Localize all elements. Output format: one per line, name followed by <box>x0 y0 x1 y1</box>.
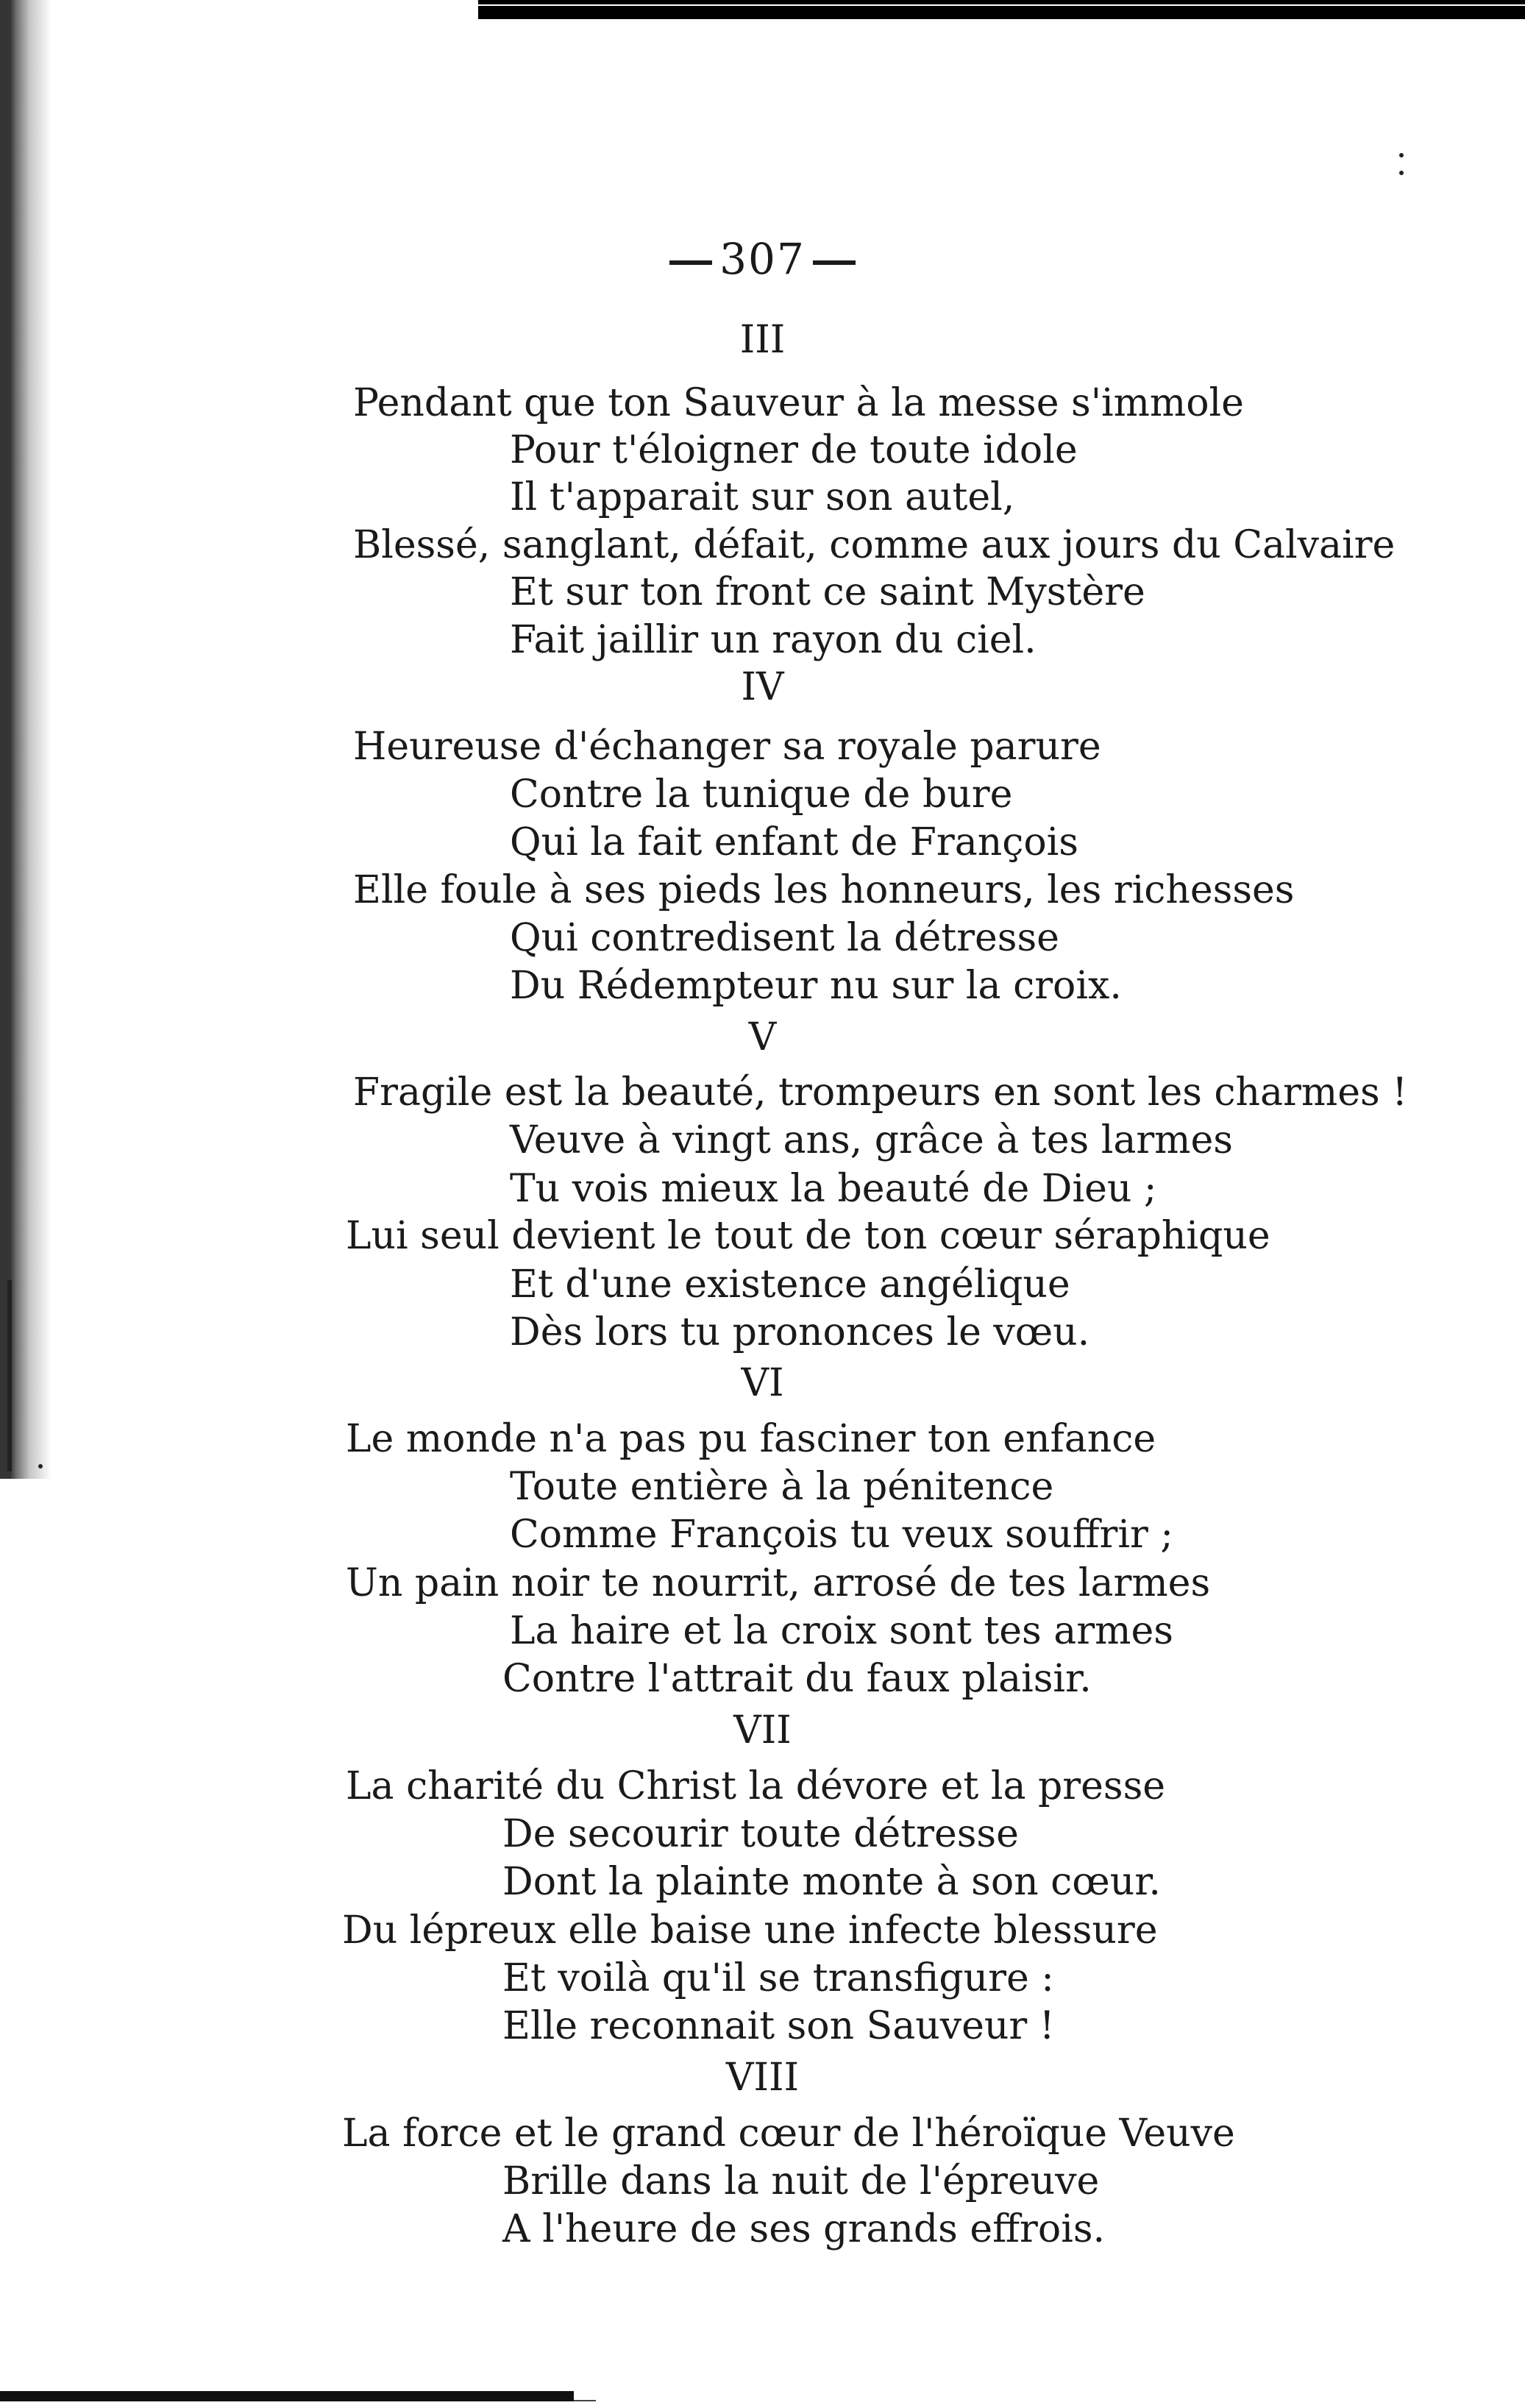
verse-line: Qui contredisent la détresse <box>510 916 1059 960</box>
verse-line: Du lépreux elle baise une infecte blessure <box>342 1908 1158 1953</box>
bottom-border-rule <box>0 2391 574 2401</box>
verse-line: Pour t'éloigner de toute idole <box>510 428 1078 472</box>
stanza-heading: V <box>748 1015 777 1059</box>
verse-line: Heureuse d'échanger sa royale parure <box>353 725 1101 769</box>
verse-line: Un pain noir te nourrit, arrosé de tes larmes <box>346 1561 1211 1605</box>
page-number-dash-right <box>813 260 856 265</box>
stanza-heading: III <box>739 318 786 362</box>
verse-line: De secourir toute détresse <box>502 1812 1019 1856</box>
verse-line: Elle foule à ses pieds les honneurs, les richesses <box>353 868 1295 912</box>
stanza-heading: VII <box>733 1708 792 1752</box>
bottom-border-hairline <box>574 2400 596 2401</box>
top-border-rule-thin <box>478 0 1525 4</box>
verse-line: La force et le grand cœur de l'héroïque Veuve <box>342 2112 1235 2156</box>
verse-line: La charité du Christ la dévore et la presse <box>346 1764 1166 1808</box>
verse-line: Dont la plainte monte à son cœur. <box>502 1860 1161 1904</box>
scan-speck <box>1399 153 1404 157</box>
verse-line: Contre la tunique de bure <box>510 773 1013 817</box>
stanza-heading: IV <box>741 665 784 709</box>
verse-line: Fragile est la beauté, trompeurs en sont les charmes ! <box>353 1070 1408 1115</box>
verse-line: La haire et la croix sont tes armes <box>510 1609 1173 1653</box>
verse-line: Toute entière à la pénitence <box>510 1465 1054 1509</box>
verse-line: Elle reconnait son Sauveur ! <box>502 2004 1055 2048</box>
verse-line: Qui la fait enfant de François <box>510 820 1078 864</box>
verse-line: Tu vois mieux la beauté de Dieu ; <box>510 1167 1157 1211</box>
verse-line: Du Rédempteur nu sur la croix. <box>510 964 1122 1008</box>
page-number-text: 307 <box>719 234 806 284</box>
stanza-heading: VIII <box>725 2056 800 2100</box>
verse-line: A l'heure de ses grands effrois. <box>502 2207 1106 2251</box>
verse-line: Blessé, sanglant, défait, comme aux jours du Calvaire <box>353 523 1396 567</box>
verse-line: Et sur ton front ce saint Mystère <box>510 570 1145 614</box>
verse-line: Il t'apparait sur son autel, <box>510 475 1015 519</box>
page-number-dash-left <box>669 260 712 265</box>
scan-speck <box>1399 171 1404 175</box>
verse-line: Pendant que ton Sauveur à la messe s'immole <box>353 381 1244 425</box>
verse-line: Et d'une existence angélique <box>510 1262 1070 1307</box>
page-number <box>0 234 1525 284</box>
top-border-rule <box>478 6 1525 19</box>
scan-speck <box>38 1464 43 1468</box>
verse-line: Brille dans la nuit de l'épreuve <box>502 2159 1100 2203</box>
verse-line: Veuve à vingt ans, grâce à tes larmes <box>510 1118 1233 1162</box>
verse-line: Comme François tu veux souffrir ; <box>510 1513 1173 1557</box>
verse-line: Contre l'attrait du faux plaisir. <box>502 1657 1092 1701</box>
verse-line: Lui seul devient le tout de ton cœur séraphique <box>346 1214 1270 1258</box>
scan-binding-edge <box>0 0 51 1479</box>
verse-line: Fait jaillir un rayon du ciel. <box>510 618 1037 662</box>
stanza-heading: VI <box>741 1361 784 1405</box>
verse-line: Dès lors tu prononces le vœu. <box>510 1310 1090 1354</box>
verse-line: Et voilà qu'il se transfigure : <box>502 1956 1054 2000</box>
verse-line: Le monde n'a pas pu fasciner ton enfance <box>346 1417 1156 1461</box>
